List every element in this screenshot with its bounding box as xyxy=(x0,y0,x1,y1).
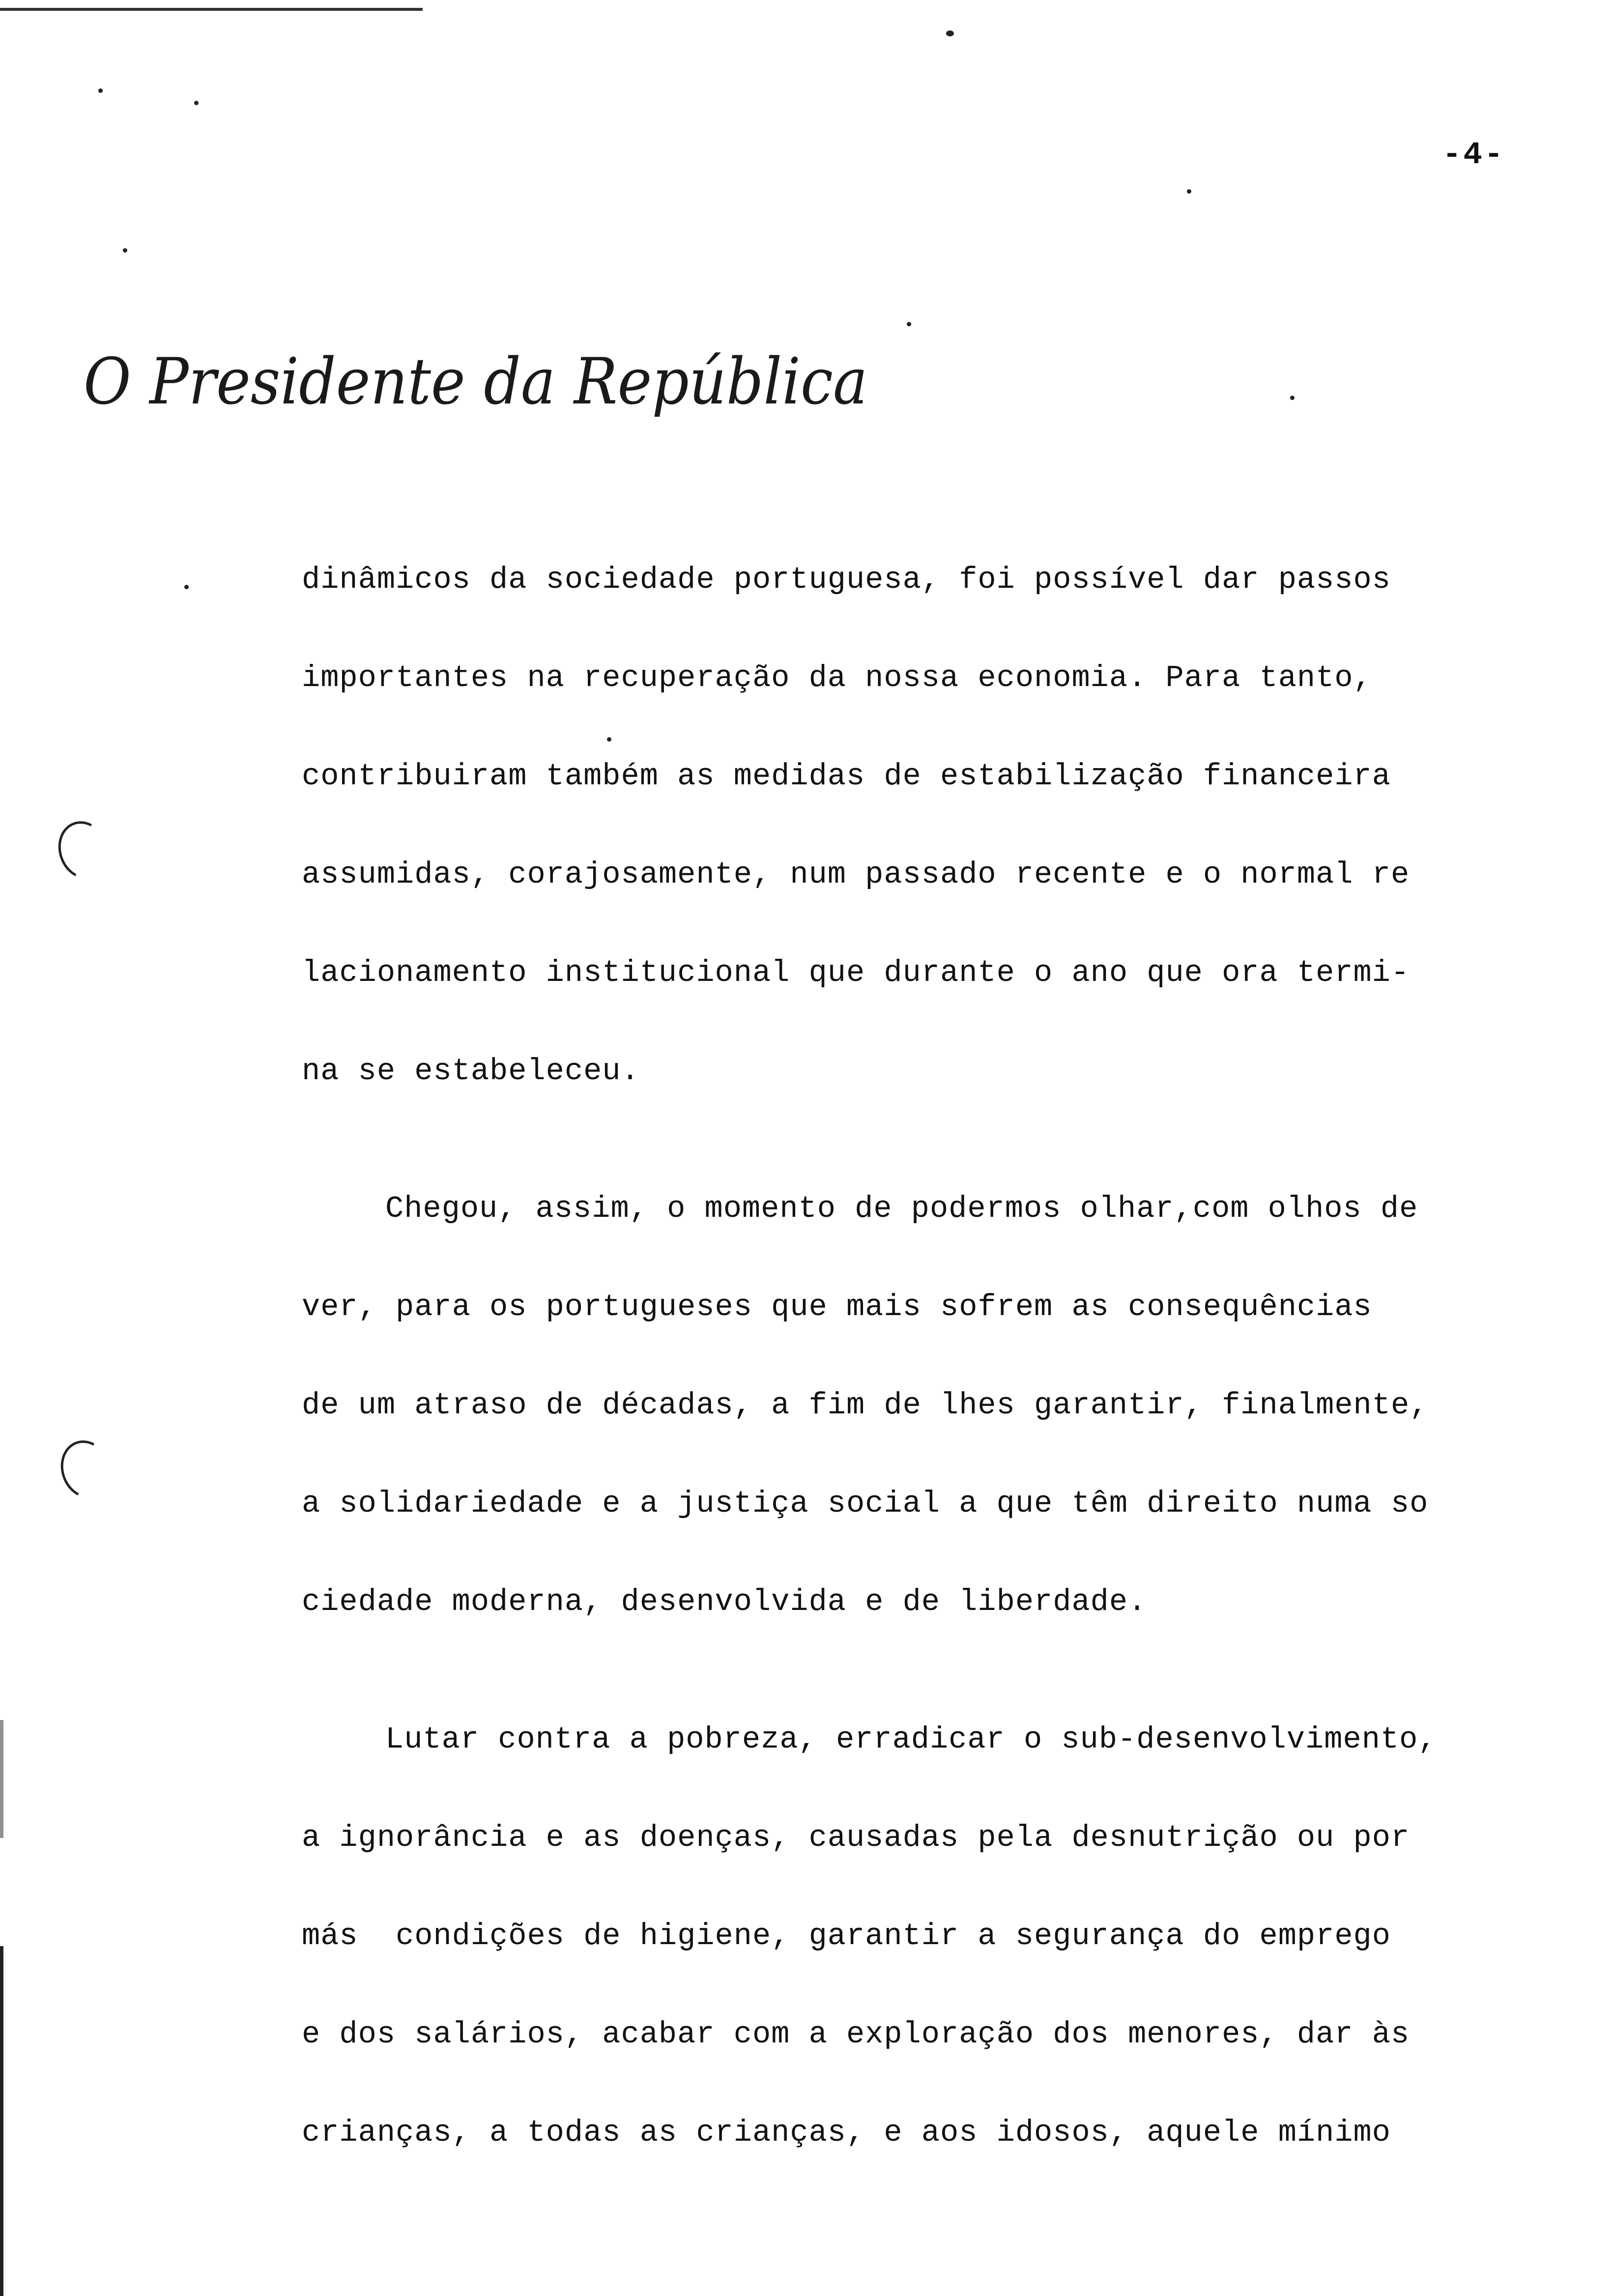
scan-speck xyxy=(1290,396,1295,400)
text-line: a solidariedade e a justiça social a que têm direito numa so xyxy=(302,1486,1429,1521)
text-line: ver, para os portugueses que mais sofrem as consequências xyxy=(302,1290,1372,1324)
edge-mark xyxy=(0,1720,3,1838)
text-line: lacionamento institucional que durante o ano que ora termi- xyxy=(302,955,1410,990)
text-line: contribuiram também as medidas de estabilização financeira xyxy=(302,759,1391,794)
letterhead: O Presidente da República xyxy=(84,344,868,419)
text-line: Chegou, assim, o momento de podermos olhar,com olhos de xyxy=(385,1191,1418,1226)
text-line: a ignorância e as doenças, causadas pela desnutrição ou por xyxy=(302,1820,1410,1855)
text-line: importantes na recuperação da nossa economia. Para tanto, xyxy=(302,660,1372,695)
scan-speck xyxy=(194,101,199,105)
paragraph-3 xyxy=(302,1715,1511,2207)
letter-body xyxy=(302,555,1511,2207)
scan-speck xyxy=(184,585,189,589)
text-line: e dos salários, acabar com a exploração dos menores, dar às xyxy=(302,2017,1410,2052)
text-line: assumidas, corajosamente, num passado recente e o normal re xyxy=(302,857,1410,892)
text-line: de um atraso de décadas, a fim de lhes garantir, finalmente, xyxy=(302,1388,1429,1423)
text-line: ciedade moderna, desenvolvida e de liberdade. xyxy=(302,1584,1147,1619)
punch-hole-bottom xyxy=(53,1434,119,1506)
scan-speck xyxy=(907,322,911,326)
text-line: dinâmicos da sociedade portuguesa, foi possível dar passos xyxy=(302,562,1391,597)
edge-mark xyxy=(0,1946,3,2296)
text-line: na se estabeleceu. xyxy=(302,1054,640,1089)
scan-speck xyxy=(123,248,127,253)
top-rule xyxy=(0,8,423,11)
paragraph-2 xyxy=(302,1184,1511,1676)
text-line: crianças, a todas as crianças, e aos idosos, aquele mínimo xyxy=(302,2115,1391,2150)
text-line: Lutar contra a pobreza, erradicar o sub-desenvolvimento, xyxy=(385,1722,1437,1757)
scan-speck xyxy=(946,30,954,36)
scan-speck xyxy=(1187,189,1191,194)
scan-speck xyxy=(98,88,103,93)
punch-hole-top xyxy=(50,814,116,887)
paragraph-1 xyxy=(302,555,1511,1145)
page-number: -4- xyxy=(1442,138,1505,173)
text-line: más condições de higiene, garantir a segurança do emprego xyxy=(302,1919,1391,1953)
